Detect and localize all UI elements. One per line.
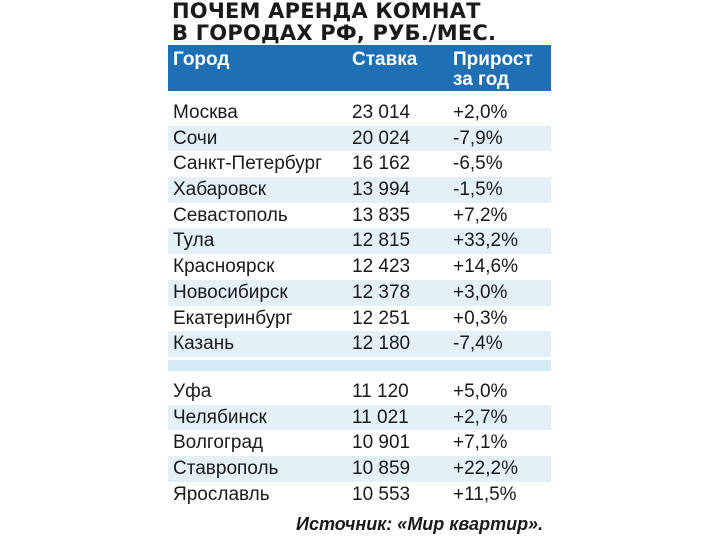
- table-row: [168, 228, 551, 254]
- header-growth: [453, 50, 533, 90]
- cell-rate: 12 251: [352, 307, 411, 329]
- cell-growth: -6,5%: [453, 153, 503, 175]
- cell-rate: 10 901: [352, 432, 411, 454]
- cell-city: Красноярск: [173, 256, 275, 278]
- table-row: [168, 100, 551, 126]
- cell-rate: 20 024: [352, 127, 411, 149]
- cell-growth: +33,2%: [453, 230, 518, 252]
- cell-city: Хабаровск: [173, 179, 267, 201]
- source-note: Источник: «Мир квартир».: [296, 514, 544, 534]
- cell-rate: 12 815: [352, 230, 411, 252]
- cell-growth: -7,4%: [453, 333, 503, 355]
- header-city: Город: [173, 49, 230, 70]
- cell-rate: 16 162: [352, 153, 411, 175]
- table-group-top: [168, 100, 551, 357]
- chart-title: [172, 0, 592, 44]
- table-row: [168, 280, 551, 306]
- cell-city: Москва: [173, 102, 238, 123]
- table-row: [168, 306, 551, 332]
- header-growth-line-1: Прирост: [453, 49, 533, 70]
- table-row: [168, 254, 551, 280]
- cell-rate: 23 014: [352, 102, 411, 123]
- cell-city: Тула: [173, 230, 215, 252]
- table-header: [168, 45, 551, 91]
- cell-growth: +0,3%: [453, 307, 508, 329]
- cell-rate: 13 835: [352, 204, 411, 226]
- table-row: [168, 331, 551, 357]
- cell-growth: -1,5%: [453, 179, 503, 201]
- cell-city: Екатеринбург: [173, 307, 293, 329]
- cell-growth: +7,1%: [453, 432, 508, 454]
- title-line-2: В ГОРОДАХ РФ, РУБ./МЕС.: [172, 21, 497, 45]
- cell-growth: +7,2%: [453, 204, 508, 226]
- table-row: [168, 126, 551, 152]
- table-group-bottom: [168, 379, 551, 507]
- cell-city: Уфа: [173, 380, 212, 402]
- cell-rate: 10 859: [352, 457, 411, 479]
- cell-city: Сочи: [173, 127, 218, 149]
- group-separator: [168, 360, 551, 371]
- table-row: [168, 405, 551, 431]
- cell-city: Ставрополь: [173, 457, 279, 479]
- table-row: [168, 203, 551, 229]
- table-row: [168, 482, 551, 508]
- cell-city: Ярославль: [173, 483, 270, 505]
- cell-growth: -7,9%: [453, 127, 503, 149]
- header-growth-line-2: за год: [453, 69, 510, 90]
- cell-city: Челябинск: [173, 406, 267, 428]
- cell-rate: 11 021: [352, 406, 409, 428]
- cell-city: Санкт-Петербург: [173, 153, 323, 175]
- cell-growth: +5,0%: [453, 380, 508, 402]
- cell-rate: 12 378: [352, 281, 411, 303]
- cell-rate: 12 423: [352, 256, 411, 278]
- cell-growth: +14,6%: [453, 256, 518, 278]
- table-row: [168, 430, 551, 456]
- cell-rate: 12 180: [352, 333, 411, 355]
- cell-rate: 13 994: [352, 179, 411, 201]
- cell-growth: +11,5%: [453, 483, 517, 505]
- cell-growth: +3,0%: [453, 281, 508, 303]
- table-row: [168, 151, 551, 177]
- title-line-1: ПОЧЕМ АРЕНДА КОМНАТ: [172, 0, 481, 23]
- table-row: [168, 456, 551, 482]
- cell-growth: +22,2%: [453, 457, 518, 479]
- table-row: [168, 379, 551, 405]
- header-rate: Ставка: [352, 49, 418, 70]
- cell-city: Волгоград: [173, 432, 264, 454]
- rent-table: [168, 45, 551, 507]
- cell-city: Севастополь: [173, 204, 288, 226]
- cell-rate: 11 120: [352, 380, 409, 402]
- cell-city: Казань: [173, 333, 235, 355]
- cell-growth: +2,0%: [453, 102, 508, 123]
- cell-city: Новосибирск: [173, 281, 288, 303]
- table-row: [168, 177, 551, 203]
- cell-growth: +2,7%: [453, 406, 508, 428]
- cell-rate: 10 553: [352, 483, 411, 505]
